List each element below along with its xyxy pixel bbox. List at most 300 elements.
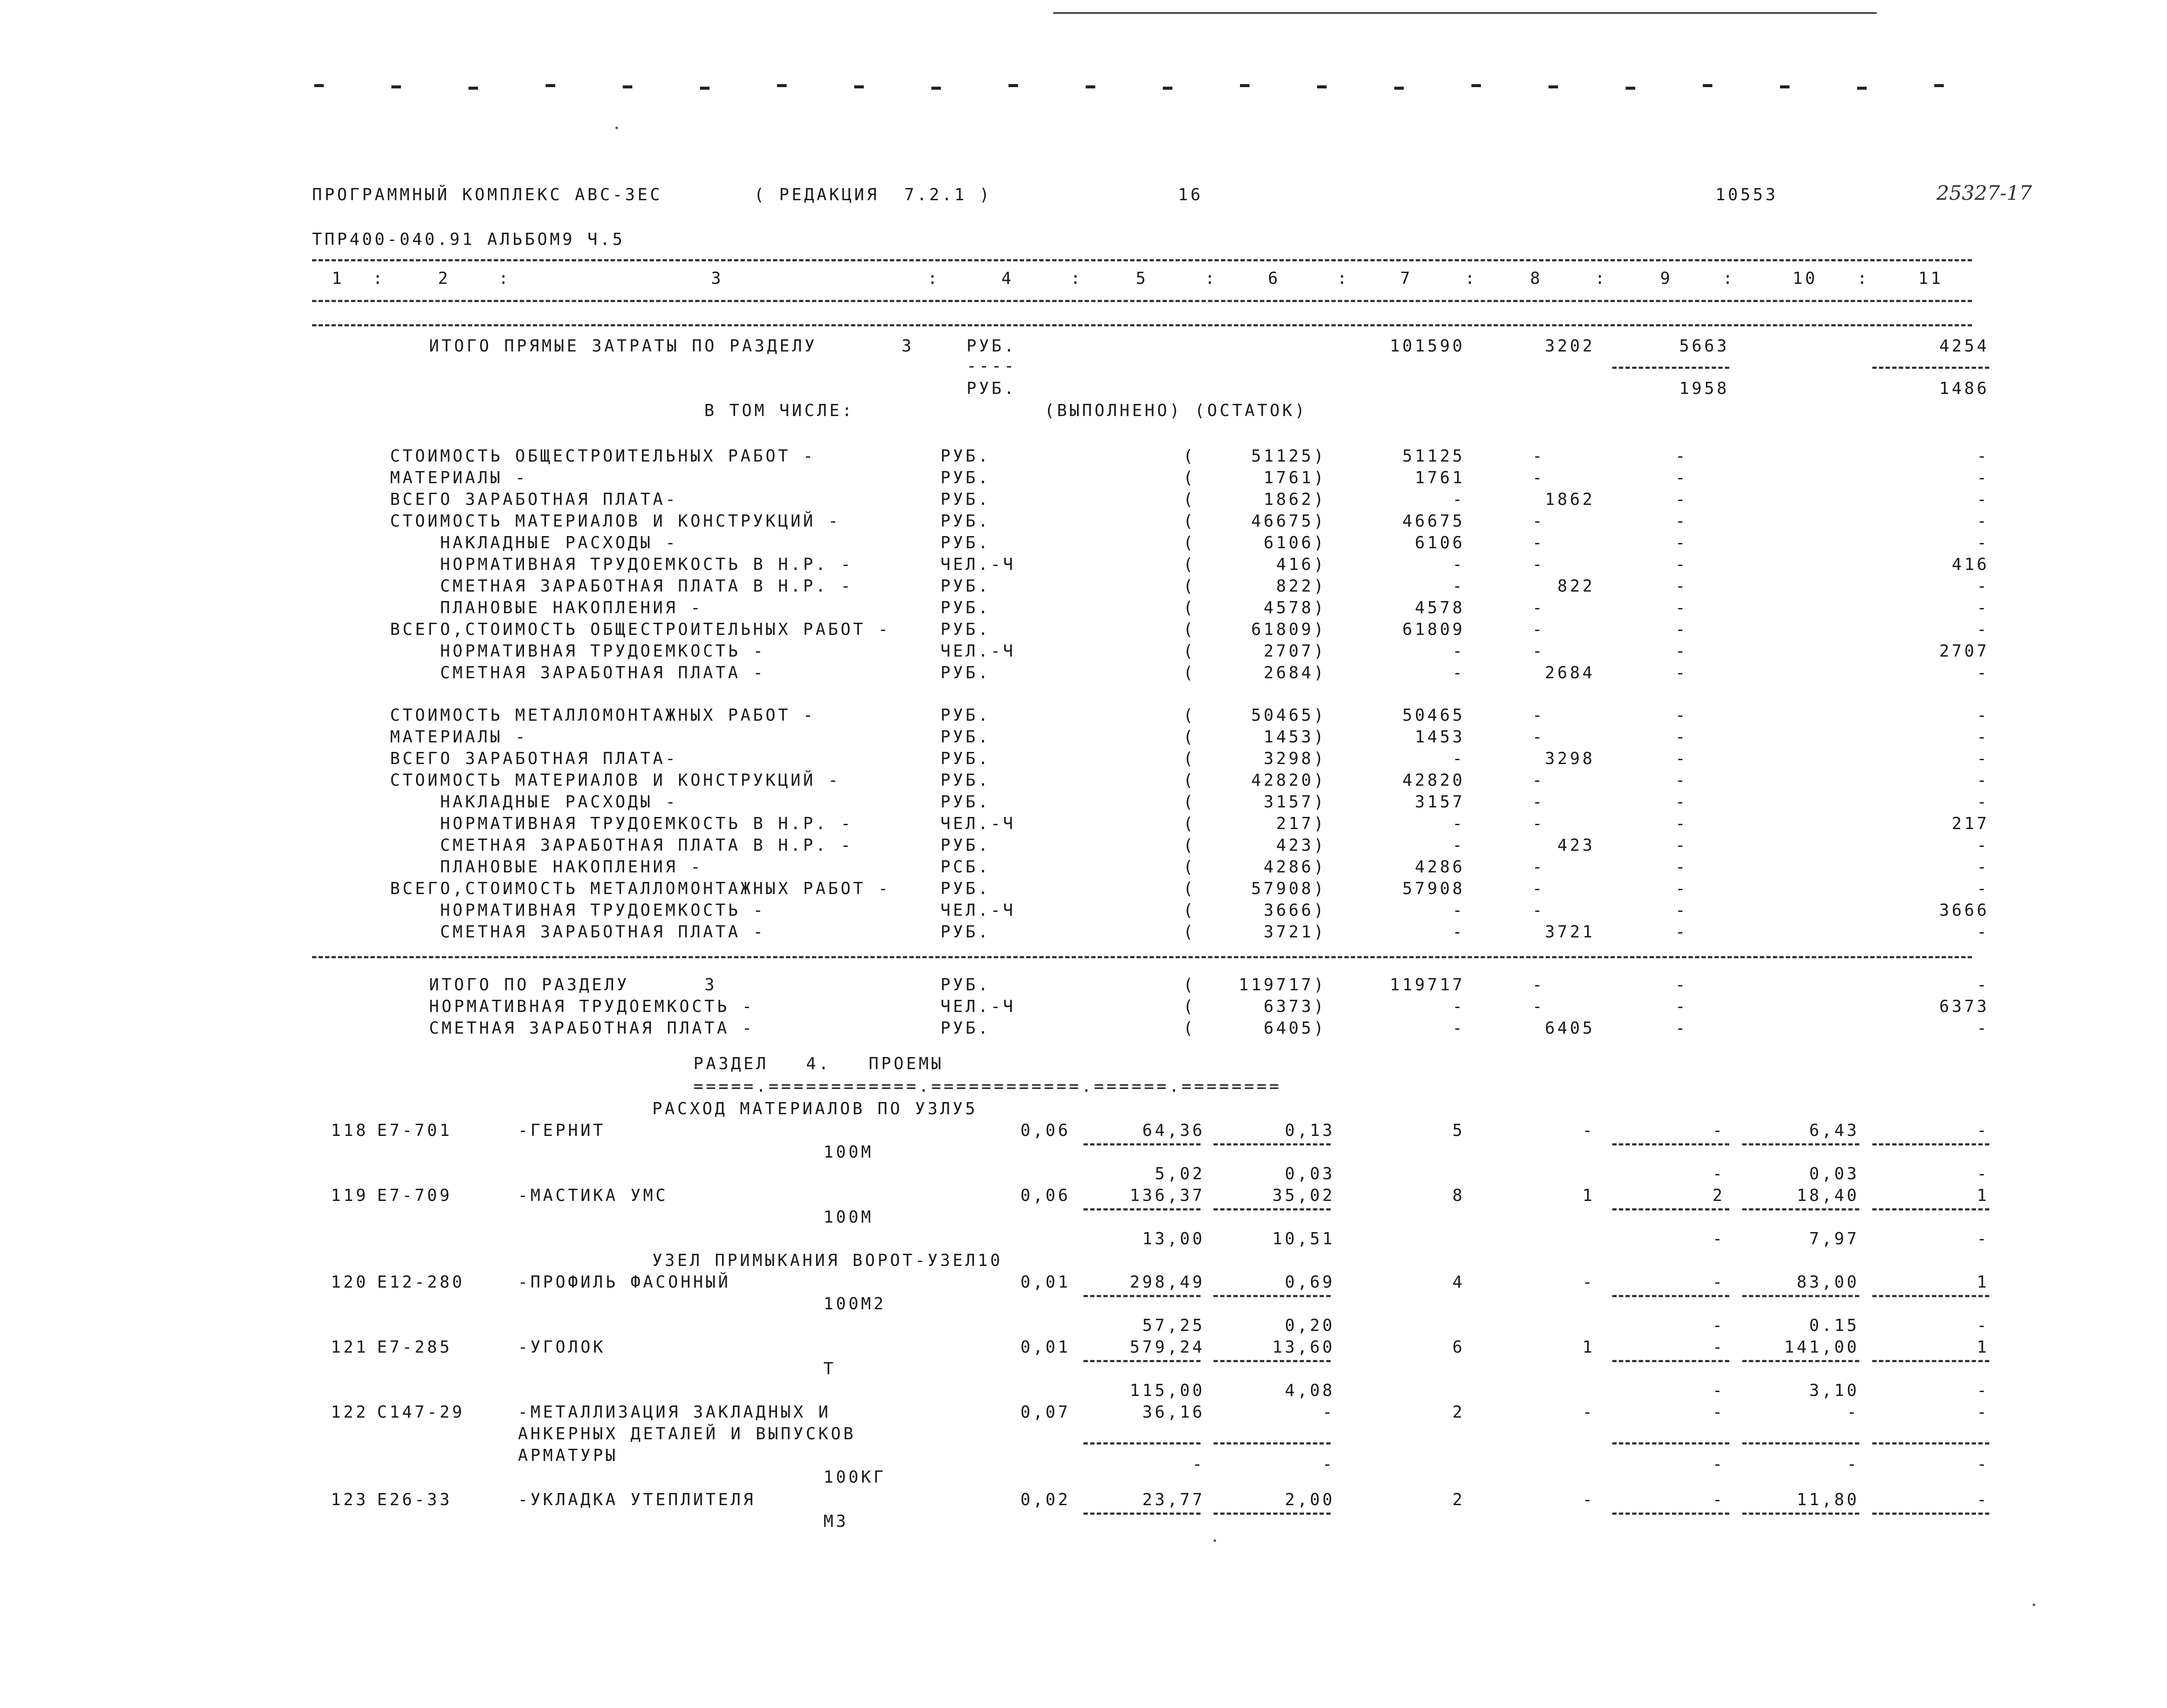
summary-col9: - — [1675, 620, 1688, 639]
summary-total: 3298) — [1263, 749, 1326, 768]
col5-underline — [1084, 1442, 1201, 1444]
column-number: 10 — [1793, 269, 1818, 288]
summary-col8: - — [1532, 620, 1545, 639]
summary-total: 4578) — [1263, 598, 1326, 617]
col11-underline — [1872, 1143, 1989, 1145]
summary-col8: 822 — [1557, 576, 1595, 595]
summary-bracket: ( — [1183, 857, 1196, 876]
summary-col9: - — [1675, 857, 1688, 876]
summary-col7: - — [1452, 641, 1465, 660]
summary-col9: - — [1675, 576, 1688, 595]
item-col7: 6 — [1452, 1337, 1465, 1357]
punch-mark — [1471, 84, 1481, 87]
summary-col8: - — [1532, 533, 1545, 552]
summary-label: ИТОГО ПО РАЗДЕЛУ 3 — [429, 975, 717, 994]
summary-total: 423) — [1276, 836, 1326, 855]
item-unit: 100М — [823, 1142, 874, 1161]
summary-col9: - — [1675, 997, 1688, 1016]
summary-col7: 42820 — [1402, 771, 1465, 790]
col10-underline — [1742, 1360, 1859, 1362]
item-col5-wage: 5,02 — [1155, 1164, 1205, 1183]
summary-unit: РУБ. — [940, 727, 991, 746]
summary-col7: 61809 — [1402, 620, 1465, 639]
summary-unit: РСБ. — [940, 857, 991, 876]
punch-mark — [314, 84, 324, 87]
total-col11-rest: 1486 — [1939, 379, 1989, 398]
item-col7: 8 — [1452, 1186, 1465, 1205]
total-col9: 5663 — [1679, 336, 1729, 355]
summary-label: МАТЕРИАЛЫ - — [390, 727, 528, 746]
summary-col11: - — [1977, 511, 1989, 530]
item-number: 121 — [331, 1337, 368, 1357]
summary-bracket: ( — [1183, 641, 1196, 660]
col5-underline — [1084, 1143, 1201, 1145]
item-col8: - — [1582, 1490, 1595, 1509]
header-rule-bottom — [312, 324, 1972, 326]
col5-underline — [1084, 1208, 1201, 1210]
summary-unit: РУБ. — [940, 576, 991, 595]
column-number: 11 — [1918, 269, 1943, 288]
summary-col11: 3666 — [1939, 901, 1989, 920]
item-code: Е12-280 — [377, 1272, 465, 1292]
summary-unit: РУБ. — [940, 533, 991, 552]
item-col8: 1 — [1582, 1337, 1595, 1357]
summary-col11: - — [1977, 922, 1989, 941]
summary-col9: - — [1675, 555, 1688, 574]
summary-total: 6373) — [1263, 997, 1326, 1016]
item-col10-wage: 0,03 — [1809, 1164, 1859, 1183]
summary-label: СМЕТНАЯ ЗАРАБОТНАЯ ПЛАТА В Н.Р. - — [390, 836, 853, 855]
summary-unit: РУБ. — [940, 490, 991, 509]
summary-bracket: ( — [1183, 814, 1196, 833]
summary-col8: 423 — [1557, 836, 1595, 855]
item-col6: 0,69 — [1285, 1272, 1335, 1292]
summary-col11: - — [1977, 576, 1989, 595]
column-separator: : — [927, 269, 940, 288]
column-number: 9 — [1660, 269, 1673, 288]
summary-col8: 2684 — [1545, 663, 1595, 682]
summary-col7: 57908 — [1402, 879, 1465, 898]
item-col6-wage: 4,08 — [1285, 1381, 1335, 1400]
col9-underline — [1612, 1295, 1729, 1297]
item-col5-wage: 57,25 — [1142, 1316, 1205, 1335]
summary-bracket: ( — [1183, 975, 1196, 994]
item-col11: 1 — [1977, 1186, 1989, 1205]
item-unit: М3 — [823, 1512, 849, 1531]
col9-underline — [1612, 1442, 1729, 1444]
summary-label: НАКЛАДНЫЕ РАСХОДЫ - — [390, 533, 678, 552]
item-quantity: 0,07 — [1020, 1402, 1070, 1422]
summary-col9: - — [1675, 792, 1688, 811]
item-col10-wage: 3,10 — [1809, 1381, 1859, 1400]
item-col6: 35,02 — [1272, 1186, 1335, 1205]
summary-bracket: ( — [1183, 576, 1196, 595]
col9-underline — [1612, 367, 1729, 369]
summary-label: ВСЕГО ЗАРАБОТНАЯ ПЛАТА- — [390, 490, 678, 509]
column-number: 1 — [332, 269, 345, 288]
punch-mark — [931, 87, 941, 90]
summary-col9: - — [1675, 836, 1688, 855]
item-col6-wage: 0,03 — [1285, 1164, 1335, 1183]
col6-underline — [1214, 1143, 1331, 1145]
item-col11-wage: - — [1977, 1381, 1989, 1400]
summary-col7: - — [1452, 576, 1465, 595]
col11-underline — [1872, 1295, 1989, 1297]
scan-dot — [615, 127, 618, 129]
section4-subtitle-node5: РАСХОД МАТЕРИАЛОВ ПО УЗЛУ5 — [652, 1099, 978, 1118]
punch-mark — [777, 84, 787, 87]
summary-col9: - — [1675, 814, 1688, 833]
summary-col9: - — [1675, 727, 1688, 746]
item-name: -УГОЛОК — [518, 1337, 606, 1357]
item-col10: 18,40 — [1796, 1186, 1859, 1205]
summary-bracket: ( — [1183, 727, 1196, 746]
summary-col11: - — [1977, 727, 1989, 746]
item-col11: - — [1977, 1490, 1989, 1509]
summary-col9: - — [1675, 771, 1688, 790]
summary-col8: - — [1532, 879, 1545, 898]
item-col5: 36,16 — [1142, 1402, 1205, 1422]
item-name: -МАСТИКА УМС — [518, 1186, 668, 1205]
item-col5: 64,36 — [1142, 1121, 1205, 1140]
summary-col7: - — [1452, 922, 1465, 941]
summary-label: НОРМАТИВНАЯ ТРУДОЕМКОСТЬ В Н.Р. - — [390, 555, 853, 574]
col6-underline — [1214, 1208, 1331, 1210]
summary-unit: ЧЕЛ.-Ч — [940, 997, 1016, 1016]
item-col11-wage: - — [1977, 1454, 1989, 1474]
summary-col8: - — [1532, 706, 1545, 725]
page-number: 16 — [1178, 185, 1203, 204]
punch-mark — [700, 87, 709, 90]
summary-col7: 1761 — [1415, 468, 1465, 487]
summary-label: СТОИМОСТЬ МЕТАЛЛОМОНТАЖНЫХ РАБОТ - — [390, 706, 816, 725]
summary-col9: - — [1675, 706, 1688, 725]
summary-total: 3666) — [1263, 901, 1326, 920]
item-col11: 1 — [1977, 1272, 1989, 1292]
summary-unit: РУБ. — [940, 975, 991, 994]
summary-bracket: ( — [1183, 663, 1196, 682]
item-col6: 0,13 — [1285, 1121, 1335, 1140]
total-col11: 4254 — [1939, 336, 1989, 355]
summary-bracket: ( — [1183, 446, 1196, 465]
summary-col7: - — [1452, 490, 1465, 509]
summary-label: НАКЛАДНЫЕ РАСХОДЫ - — [390, 792, 678, 811]
item-col10: - — [1847, 1402, 1859, 1422]
item-col11: - — [1977, 1121, 1989, 1140]
col5-underline — [1084, 1295, 1201, 1297]
punch-mark — [1086, 85, 1095, 88]
col10-underline — [1742, 1143, 1859, 1145]
summary-col11: - — [1977, 468, 1989, 487]
summary-bracket: ( — [1183, 792, 1196, 811]
item-code: Е7-701 — [377, 1121, 452, 1140]
summary-col7: - — [1452, 749, 1465, 768]
item-col10-wage: 7,97 — [1809, 1229, 1859, 1248]
item-col5-wage: 115,00 — [1129, 1381, 1205, 1400]
item-number: 122 — [331, 1402, 368, 1422]
summary-unit: РУБ. — [940, 706, 991, 725]
program-name: ПРОГРАММНЫЙ КОМПЛЕКС АВС-3ЕС — [312, 185, 663, 204]
summary-label: СМЕТНАЯ ЗАРАБОТНАЯ ПЛАТА В Н.Р. - — [390, 576, 853, 595]
col6-underline — [1214, 1513, 1331, 1515]
punch-mark — [1703, 84, 1712, 87]
col11-underline — [1872, 1360, 1989, 1362]
item-col9-wage: - — [1712, 1316, 1725, 1335]
summary-col11: - — [1977, 620, 1989, 639]
summary-col7: - — [1452, 901, 1465, 920]
punch-mark — [469, 87, 478, 90]
summary-col8: - — [1532, 857, 1545, 876]
summary-unit: РУБ. — [940, 922, 991, 941]
summary-col9: - — [1675, 1018, 1688, 1038]
item-name: -ПРОФИЛЬ ФАСОННЫЙ — [518, 1272, 731, 1292]
item-col6-wage: - — [1322, 1454, 1335, 1474]
item-col5: 136,37 — [1129, 1186, 1205, 1205]
punch-mark — [1394, 87, 1404, 90]
summary-col7: 4286 — [1415, 857, 1465, 876]
summary-col8: - — [1532, 997, 1545, 1016]
col9-underline — [1612, 1143, 1729, 1145]
item-col10-wage: - — [1847, 1454, 1859, 1474]
column-number: 2 — [438, 269, 451, 288]
item-col6: 2,00 — [1285, 1490, 1335, 1509]
item-unit: Т — [823, 1359, 836, 1378]
including-label: В ТОМ ЧИСЛЕ: — [704, 401, 855, 420]
summary-bracket: ( — [1183, 997, 1196, 1016]
summary-unit: РУБ. — [940, 879, 991, 898]
summary-total: 6405) — [1263, 1018, 1326, 1038]
summary-col11: - — [1977, 490, 1989, 509]
summary-unit: РУБ. — [940, 771, 991, 790]
summary-total: 1453) — [1263, 727, 1326, 746]
summary-col9: - — [1675, 749, 1688, 768]
summary-label: СТОИМОСТЬ МАТЕРИАЛОВ И КОНСТРУКЦИЙ - — [390, 771, 841, 790]
summary-unit: ЧЕЛ.-Ч — [940, 555, 1016, 574]
total-col8: 3202 — [1545, 336, 1595, 355]
summary-total: 822) — [1276, 576, 1326, 595]
summary-col11: 416 — [1952, 555, 1989, 574]
summary-col11: 217 — [1952, 814, 1989, 833]
item-col8: - — [1582, 1121, 1595, 1140]
item-col11: 1 — [1977, 1337, 1989, 1357]
summary-bracket: ( — [1183, 555, 1196, 574]
item-col9-wage: - — [1712, 1229, 1725, 1248]
summary-col8: - — [1532, 468, 1545, 487]
summary-bracket: ( — [1183, 533, 1196, 552]
summary-col11: - — [1977, 857, 1989, 876]
item-col7: 2 — [1452, 1402, 1465, 1422]
summary-unit: ЧЕЛ.-Ч — [940, 814, 1016, 833]
item-col9-wage: - — [1712, 1164, 1725, 1183]
col5-underline — [1084, 1360, 1201, 1362]
section4-rule: =====.============.============.======.======== — [693, 1077, 1282, 1096]
summary-col8: - — [1532, 446, 1545, 465]
summary-col8: - — [1532, 727, 1545, 746]
item-name-line2: АНКЕРНЫХ ДЕТАЛЕЙ И ВЫПУСКОВ — [518, 1424, 856, 1443]
punch-mark — [391, 85, 401, 88]
item-number: 123 — [331, 1490, 368, 1509]
col10-underline — [1742, 1513, 1859, 1515]
item-quantity: 0,02 — [1020, 1490, 1070, 1509]
summary-col11: - — [1977, 771, 1989, 790]
summary-col11: - — [1977, 792, 1989, 811]
summary-total: 42820) — [1251, 771, 1326, 790]
summary-bracket: ( — [1183, 1018, 1196, 1038]
summary-col7: 4578 — [1415, 598, 1465, 617]
summary-col7: 1453 — [1415, 727, 1465, 746]
total-unit-2: РУБ. — [966, 379, 1017, 398]
summary-col7: - — [1452, 555, 1465, 574]
summary-col9: - — [1675, 533, 1688, 552]
handwritten-stamp: 25327-17 — [1936, 181, 2032, 205]
summary-total: 61809) — [1251, 620, 1326, 639]
column-separator: : — [1723, 269, 1735, 288]
item-col9: - — [1712, 1490, 1725, 1509]
col5-underline — [1084, 1513, 1201, 1515]
summary-col11: - — [1977, 533, 1989, 552]
column-separator: : — [1205, 269, 1217, 288]
summary-label: СТОИМОСТЬ МАТЕРИАЛОВ И КОНСТРУКЦИЙ - — [390, 511, 841, 530]
summary-bracket: ( — [1183, 468, 1196, 487]
column-separator: : — [1337, 269, 1350, 288]
summary-col8: - — [1532, 901, 1545, 920]
header-rule-mid — [312, 300, 1972, 302]
summary-total: 3721) — [1263, 922, 1326, 941]
item-col9: 2 — [1712, 1186, 1725, 1205]
item-quantity: 0,01 — [1020, 1272, 1070, 1292]
item-col9-wage: - — [1712, 1381, 1725, 1400]
summary-col7: 46675 — [1402, 511, 1465, 530]
col11-underline — [1872, 1442, 1989, 1444]
summary-unit: РУБ. — [940, 598, 991, 617]
summary-bracket: ( — [1183, 879, 1196, 898]
item-col8: - — [1582, 1402, 1595, 1422]
summary-unit: РУБ. — [940, 836, 991, 855]
summary-label: ПЛАНОВЫЕ НАКОПЛЕНИЯ - — [390, 598, 703, 617]
summary-bracket: ( — [1183, 490, 1196, 509]
total-section-label: ИТОГО ПРЯМЫЕ ЗАТРАТЫ ПО РАЗДЕЛУ — [429, 336, 817, 355]
summary-label: НОРМАТИВНАЯ ТРУДОЕМКОСТЬ - — [390, 641, 766, 660]
column-separator: : — [498, 269, 511, 288]
summary-bracket: ( — [1183, 706, 1196, 725]
column-number: 4 — [1001, 269, 1014, 288]
item-col9-wage: - — [1712, 1454, 1725, 1474]
item-number: 118 — [331, 1121, 368, 1140]
summary-col9: - — [1675, 975, 1688, 994]
scan-dot — [1214, 1539, 1216, 1542]
summary-total: 1761) — [1263, 468, 1326, 487]
summary-bracket: ( — [1183, 749, 1196, 768]
done-remain-label: (ВЫПОЛНЕНО) (ОСТАТОК) — [1044, 401, 1308, 420]
summary-total: 2707) — [1263, 641, 1326, 660]
summary-label: МАТЕРИАЛЫ - — [390, 468, 528, 487]
item-col5: 298,49 — [1129, 1272, 1205, 1292]
col6-underline — [1214, 1295, 1331, 1297]
album-title: ТПР400-040.91 АЛЬБОМ9 Ч.5 — [312, 230, 625, 249]
col6-underline — [1214, 1360, 1331, 1362]
summary-label: СМЕТНАЯ ЗАРАБОТНАЯ ПЛАТА - — [390, 663, 766, 682]
summary-col7: - — [1452, 1018, 1465, 1038]
item-col6: 13,60 — [1272, 1337, 1335, 1357]
summary-col11: - — [1977, 749, 1989, 768]
summary-col8: 6405 — [1545, 1018, 1595, 1038]
summary-col7: 119717 — [1389, 975, 1465, 994]
summary-unit: РУБ. — [940, 511, 991, 530]
item-col7: 4 — [1452, 1272, 1465, 1292]
summary-total: 51125) — [1251, 446, 1326, 465]
column-number: 3 — [711, 269, 724, 288]
summary-total: 3157) — [1263, 792, 1326, 811]
punch-mark — [1240, 84, 1249, 87]
summary-unit: РУБ. — [940, 446, 991, 465]
summary-unit: ЧЕЛ.-Ч — [940, 641, 1016, 660]
summary-total: 217) — [1276, 814, 1326, 833]
item-col5: 23,77 — [1142, 1490, 1205, 1509]
summary-col7: 51125 — [1402, 446, 1465, 465]
summary-col11: - — [1977, 663, 1989, 682]
col9-underline — [1612, 1208, 1729, 1210]
summary-label: ВСЕГО,СТОИМОСТЬ ОБЩЕСТРОИТЕЛЬНЫХ РАБОТ - — [390, 620, 891, 639]
col9-underline — [1612, 1360, 1729, 1362]
summary-bracket: ( — [1183, 922, 1196, 941]
item-col10: 6,43 — [1809, 1121, 1859, 1140]
item-col11: - — [1977, 1402, 1989, 1422]
item-code: С147-29 — [377, 1402, 465, 1422]
summary-col11: - — [1977, 598, 1989, 617]
punch-mark — [1857, 87, 1867, 90]
summary-col9: - — [1675, 490, 1688, 509]
item-col9: - — [1712, 1402, 1725, 1422]
item-col9: - — [1712, 1121, 1725, 1140]
summary-col11: 6373 — [1939, 997, 1989, 1016]
punch-mark — [854, 85, 864, 88]
item-col10: 83,00 — [1796, 1272, 1859, 1292]
column-separator: : — [1595, 269, 1607, 288]
item-col5-wage: - — [1192, 1454, 1205, 1474]
column-separator: : — [1857, 269, 1870, 288]
column-number: 8 — [1530, 269, 1543, 288]
item-code: Е7-709 — [377, 1186, 452, 1205]
col9-underline — [1612, 1513, 1729, 1515]
summary-col7: - — [1452, 836, 1465, 855]
item-unit: 100М — [823, 1207, 874, 1227]
item-name: -ГЕРНИТ — [518, 1121, 606, 1140]
item-name: -УКЛАДКА УТЕПЛИТЕЛЯ — [518, 1490, 756, 1509]
summary-col11: - — [1977, 836, 1989, 855]
summary-label: СМЕТНАЯ ЗАРАБОТНАЯ ПЛАТА - — [390, 922, 766, 941]
summary-col11: - — [1977, 975, 1989, 994]
summary-total: 2684) — [1263, 663, 1326, 682]
summary-col9: - — [1675, 511, 1688, 530]
edition: ( РЕДАКЦИЯ 7.2.1 ) — [754, 185, 992, 204]
summary-bracket: ( — [1183, 771, 1196, 790]
summary-unit: РУБ. — [940, 1018, 991, 1038]
summary-bracket: ( — [1183, 511, 1196, 530]
column-number: 6 — [1268, 269, 1281, 288]
punch-mark — [1549, 85, 1558, 88]
summary-label: НОРМАТИВНАЯ ТРУДОЕМКОСТЬ В Н.Р. - — [390, 814, 853, 833]
item-name-line3: АРМАТУРЫ — [518, 1446, 618, 1465]
summary-col7: 50465 — [1402, 706, 1465, 725]
summary-col8: - — [1532, 975, 1545, 994]
summary-total: 6106) — [1263, 533, 1326, 552]
item-unit: 100М2 — [823, 1294, 886, 1313]
column-separator: : — [373, 269, 385, 288]
punch-mark — [1163, 87, 1172, 90]
punch-mark — [1934, 84, 1944, 87]
summary-label: ПЛАНОВЫЕ НАКОПЛЕНИЯ - — [390, 857, 703, 876]
summary-total: 57908) — [1251, 879, 1326, 898]
